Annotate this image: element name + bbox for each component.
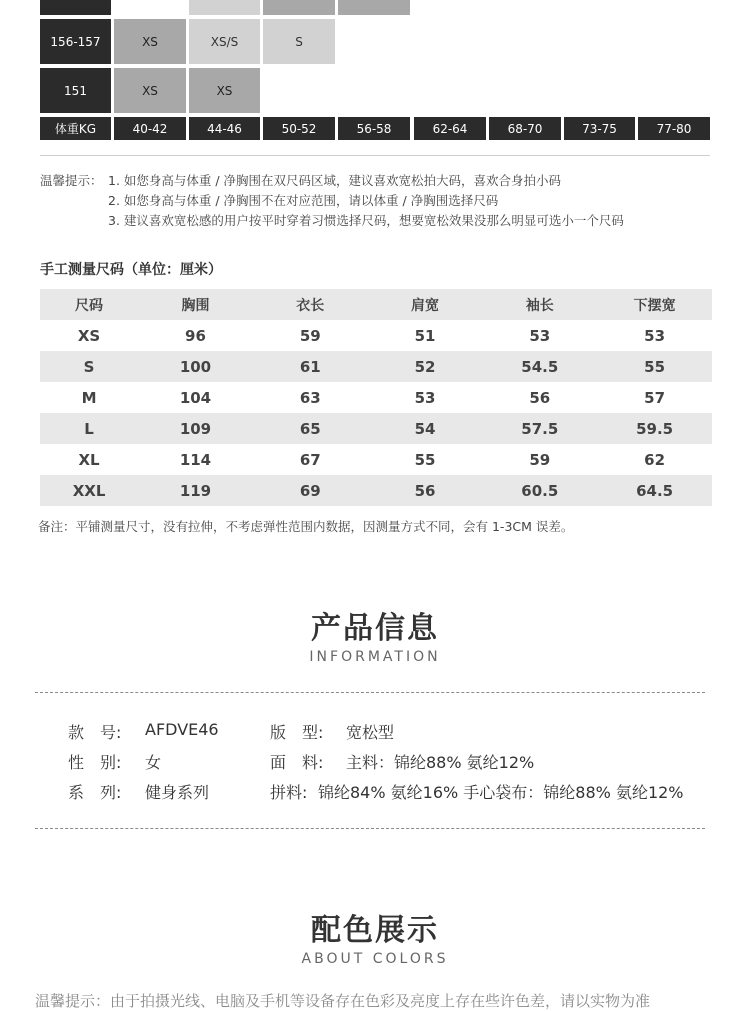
weight-cell: 44-46 [189,117,260,140]
table-cell: 53 [414,388,436,407]
weight-row-label: 体重KG [40,117,111,140]
info-label-fabric: 面 料: [270,753,324,772]
grid-cell: XS/S [189,19,260,64]
grid-cell [114,0,186,15]
grid-cell [189,0,260,15]
table-cell: 56 [414,481,436,500]
table-cell: 54 [414,419,436,438]
table-cell: 51 [414,326,436,345]
table-cell: 119 [179,481,212,500]
table-cell: 53 [644,326,666,345]
table-cell: 55 [644,357,666,376]
table-cell: 57.5 [521,419,559,438]
table-header-row [40,289,712,320]
table-cell: 53 [529,326,551,345]
table-cell: M [81,388,97,407]
tip-line: 2. 如您身高与体重 / 净胸围不在对应范围，请以体重 / 净胸围选择尺码 [108,193,499,208]
table-row [40,382,712,413]
tip-line: 3. 建议喜欢宽松感的用户按平时穿着习惯选择尺码，想要宽松效果没那么明显可选小一个尺码 [108,213,624,228]
weight-cell: 50-52 [263,117,335,140]
table-cell: 64.5 [636,481,674,500]
table-cell: XXL [72,481,106,500]
product-info-subtitle: INFORMATION [309,649,441,665]
grid-cell: XS [114,19,186,64]
colors-tip-text: 温馨提示：由于拍摄光线、电脑及手机等设备存在色彩及亮度上存在些许色差，请以实物为准 [35,992,651,1010]
grid-cell [263,0,335,15]
table-cell: 60.5 [521,481,559,500]
table-cell: 96 [185,326,206,345]
table-cell: 57 [644,388,666,407]
weight-cell: 56-58 [338,117,410,140]
colors-subtitle: ABOUT COLORS [301,951,449,967]
table-cell: 104 [179,388,212,407]
weight-cell: 73-75 [564,117,635,140]
info-value-gender: 女 [145,753,162,772]
grid-row-label: 151 [40,68,111,113]
grid-cell: S [263,19,335,64]
table-cell: 69 [299,481,321,500]
info-label-series: 系 列: [68,783,122,802]
info-label-fit: 版 型: [270,723,324,742]
tip-line: 1. 如您身高与体重 / 净胸围在双尺码区域，建议喜欢宽松拍大码，喜欢合身拍小码 [108,173,562,188]
info-value-fabric: 主料：锦纶88% 氨纶12% [346,753,535,772]
info-label-gender: 性 别: [68,753,122,772]
grid-cell: XS [189,68,260,113]
table-row [40,413,712,444]
divider [40,155,710,156]
colors-title: 配色展示 [311,913,439,948]
table-cell: 54.5 [521,357,559,376]
measure-note: 备注：平铺测量尺寸，没有拉伸，不考虑弹性范围内数据，因测量方式不同，会有 1-3CM 误差。 [38,519,574,534]
table-cell: 61 [299,357,321,376]
weight-cell: 62-64 [414,117,486,140]
table-cell: 59 [299,326,321,345]
table-cell: XL [78,450,100,469]
table-cell: 59 [529,450,551,469]
table-cell: 67 [299,450,321,469]
table-row [40,475,712,506]
table-row [40,444,712,475]
weight-cell: 68-70 [489,117,561,140]
table-cell: 65 [299,419,321,438]
measure-title: 手工测量尺码（单位：厘米） [40,262,222,278]
column-header: 下摆宽 [633,297,676,314]
table-cell: 100 [179,357,212,376]
info-value-patch: 锦纶84% 氨纶16% 手心袋布：锦纶88% 氨纶12% [318,783,684,802]
weight-cell: 77-80 [638,117,710,140]
table-cell: S [83,357,95,376]
table-cell: L [84,419,94,438]
info-label-patch: 拼料: [270,783,308,802]
column-header: 肩宽 [411,297,440,314]
info-value-series: 健身系列 [145,783,210,802]
table-cell: XS [77,326,101,345]
column-header: 尺码 [75,297,104,314]
tips-prefix: 温馨提示： [40,173,103,188]
weight-cell: 40-42 [114,117,186,140]
info-label-model: 款 号: [68,723,122,742]
grid-row-label [40,0,111,15]
table-cell: 114 [179,450,212,469]
grid-cell [338,0,410,15]
grid-cell: XS [114,68,186,113]
measure-table [40,289,712,506]
info-value-model: AFDVE46 [145,720,219,739]
table-cell: 56 [529,388,551,407]
grid-row-label: 156-157 [40,19,111,64]
table-cell: 52 [414,357,436,376]
column-header: 袖长 [525,297,554,314]
column-header: 胸围 [181,297,210,314]
table-cell: 55 [414,450,436,469]
dashed-divider [35,692,705,693]
table-row [40,351,712,382]
table-cell: 63 [299,388,321,407]
info-value-fit: 宽松型 [346,723,395,742]
table-row [40,320,712,351]
table-cell: 109 [179,419,212,438]
table-cell: 62 [644,450,666,469]
table-cell: 59.5 [636,419,674,438]
product-info-title: 产品信息 [311,611,439,646]
dashed-divider [35,828,705,829]
column-header: 衣长 [296,297,325,314]
